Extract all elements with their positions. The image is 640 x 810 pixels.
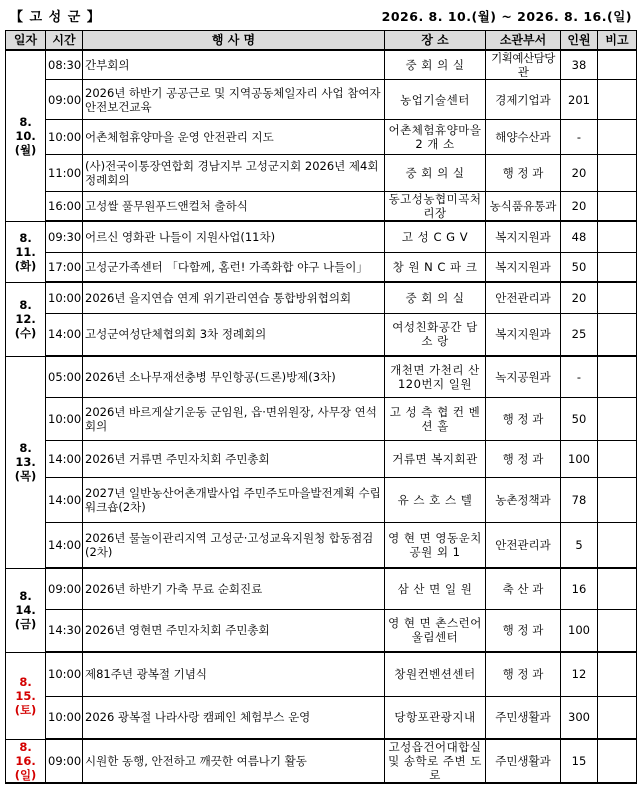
- note-cell: [598, 313, 637, 356]
- table-row: [6, 221, 637, 252]
- note-cell: [598, 696, 637, 739]
- event-cell: 고성군가족센터 「다함께, 홈런! 가족화합 야구 나들이」: [83, 252, 385, 282]
- event-cell: (사)전국이통장연합회 경남지부 고성군지회 2026년 제4회 정례회의: [83, 155, 385, 192]
- department-cell: 복지지원과: [486, 221, 561, 252]
- time-cell: 09:30: [46, 221, 83, 252]
- table-row: [6, 739, 637, 783]
- column-header-place: 장 소: [385, 31, 486, 51]
- time-cell: 17:00: [46, 252, 83, 282]
- note-cell: [598, 609, 637, 652]
- department-cell: 행 정 과: [486, 155, 561, 192]
- count-cell: 5: [561, 522, 598, 568]
- column-header-note: 비고: [598, 31, 637, 51]
- date-label: 8. 10.: [15, 114, 36, 143]
- weekday-label: (토): [14, 702, 37, 717]
- table-row: [6, 568, 637, 609]
- event-cell: 시원한 동행, 안전하고 깨끗한 여름나기 활동: [83, 739, 385, 783]
- department-cell: 농촌정책과: [486, 477, 561, 522]
- time-cell: 09:00: [46, 739, 83, 783]
- note-cell: [598, 440, 637, 477]
- weekday-label: (수): [14, 326, 37, 340]
- place-cell: 삼 산 면 일 원: [385, 568, 486, 609]
- place-cell: 당항포관광지내: [385, 696, 486, 739]
- time-cell: 14:00: [46, 440, 83, 477]
- time-cell: 10:00: [46, 282, 83, 313]
- department-cell: 해양수산과: [486, 120, 561, 155]
- event-cell: 2026년 바르게살기운동 군임원, 읍·면위원장, 사무장 연석회의: [83, 397, 385, 440]
- table-row: [6, 313, 637, 356]
- place-cell: 창 원 N C 파 크: [385, 252, 486, 282]
- event-cell: 고성쌀 풀무원푸드앤컬처 출하식: [83, 192, 385, 222]
- date-cell: [6, 356, 46, 568]
- note-cell: [598, 50, 637, 80]
- place-cell: 고 성 C G V: [385, 221, 486, 252]
- column-header-department: 소관부서: [486, 31, 561, 51]
- department-cell: 기획예산담당관: [486, 50, 561, 80]
- time-cell: 11:00: [46, 155, 83, 192]
- department-cell: 안전관리과: [486, 282, 561, 313]
- place-cell: 중 회 의 실: [385, 50, 486, 80]
- count-cell: 100: [561, 609, 598, 652]
- table-row: [6, 477, 637, 522]
- page-title: 【 고 성 군 】: [10, 10, 101, 25]
- count-cell: 20: [561, 155, 598, 192]
- count-cell: 20: [561, 282, 598, 313]
- count-cell: 48: [561, 221, 598, 252]
- department-cell: 녹지공원과: [486, 356, 561, 397]
- event-cell: 2026년 소나무재선충병 무인항공(드론)방제(3차): [83, 356, 385, 397]
- date-label: 8. 11.: [15, 230, 36, 259]
- column-header-time: 시간: [46, 31, 83, 51]
- event-cell: 2026년 을지연습 연계 위기관리연습 통합방위협의회: [83, 282, 385, 313]
- count-cell: 201: [561, 80, 598, 120]
- date-cell: [6, 50, 46, 221]
- department-cell: 주민생활과: [486, 696, 561, 739]
- place-cell: 유 스 호 스 텔: [385, 477, 486, 522]
- note-cell: [598, 652, 637, 696]
- time-cell: 14:00: [46, 522, 83, 568]
- department-cell: 복지지원과: [486, 252, 561, 282]
- note-cell: [598, 356, 637, 397]
- table-row: [6, 120, 637, 155]
- event-cell: 2026년 물놀이관리지역 고성군·고성교육지원청 합동점검(2차): [83, 522, 385, 568]
- time-cell: 10:00: [46, 397, 83, 440]
- time-cell: 14:30: [46, 609, 83, 652]
- note-cell: [598, 120, 637, 155]
- place-cell: 고 성 측 협 컨 벤 션 홀: [385, 397, 486, 440]
- time-cell: 10:00: [46, 652, 83, 696]
- schedule-period: 2026. 8. 10.(월) ~ 2026. 8. 16.(일): [381, 9, 632, 24]
- note-cell: [598, 282, 637, 313]
- weekday-label: (일): [14, 767, 37, 782]
- date-cell: [6, 568, 46, 652]
- table-row: [6, 282, 637, 313]
- weekday-label: (화): [14, 258, 37, 273]
- note-cell: [598, 252, 637, 282]
- count-cell: -: [561, 356, 598, 397]
- department-cell: 안전관리과: [486, 522, 561, 568]
- count-cell: 25: [561, 313, 598, 356]
- date-cell: [6, 221, 46, 282]
- department-cell: 행 정 과: [486, 397, 561, 440]
- time-cell: 09:00: [46, 80, 83, 120]
- note-cell: [598, 155, 637, 192]
- table-row: [6, 356, 637, 397]
- count-cell: 50: [561, 397, 598, 440]
- date-cell: [6, 652, 46, 739]
- header-bar: [0, 0, 640, 30]
- time-cell: 09:00: [46, 568, 83, 609]
- count-cell: 16: [561, 568, 598, 609]
- note-cell: [598, 221, 637, 252]
- department-cell: 축 산 과: [486, 568, 561, 609]
- event-cell: 2026 광복절 나라사랑 캠페인 체험부스 운영: [83, 696, 385, 739]
- table-row: [6, 252, 637, 282]
- count-cell: -: [561, 120, 598, 155]
- column-header-count: 인원: [561, 31, 598, 51]
- event-cell: 2026년 하반기 가축 무료 순회진료: [83, 568, 385, 609]
- count-cell: 20: [561, 192, 598, 222]
- count-cell: 100: [561, 440, 598, 477]
- department-cell: 경제기업과: [486, 80, 561, 120]
- note-cell: [598, 397, 637, 440]
- place-cell: 개천면 가천리 산120번지 일원: [385, 356, 486, 397]
- event-cell: 어르신 영화관 나들이 지원사업(11차): [83, 221, 385, 252]
- place-cell: 농업기술센터: [385, 80, 486, 120]
- count-cell: 15: [561, 739, 598, 783]
- column-header-date: 일자: [6, 31, 46, 51]
- weekday-label: (금): [14, 617, 37, 631]
- place-cell: 동고성농협미곡처리장: [385, 192, 486, 222]
- count-cell: 78: [561, 477, 598, 522]
- place-cell: 고성읍건어대합실 및 송학로 주변 도로: [385, 739, 486, 783]
- event-cell: 2026년 하반기 공공근로 및 지역공동체일자리 사업 참여자 안전보건교육: [83, 80, 385, 120]
- event-cell: 간부회의: [83, 50, 385, 80]
- place-cell: 거류면 복지회관: [385, 440, 486, 477]
- note-cell: [598, 192, 637, 222]
- date-label: 8. 15.: [15, 674, 36, 703]
- event-cell: 2026년 거류면 주민자치회 주민총회: [83, 440, 385, 477]
- time-cell: 16:00: [46, 192, 83, 222]
- count-cell: 38: [561, 50, 598, 80]
- table-row: [6, 652, 637, 696]
- table-row: [6, 522, 637, 568]
- date-cell: [6, 739, 46, 783]
- department-cell: 주민생활과: [486, 739, 561, 783]
- department-cell: 복지지원과: [486, 313, 561, 356]
- time-cell: 08:30: [46, 50, 83, 80]
- event-cell: 고성군여성단체협의회 3차 정례회의: [83, 313, 385, 356]
- department-cell: 농식품유통과: [486, 192, 561, 222]
- note-cell: [598, 80, 637, 120]
- event-cell: 2026년 영현면 주민자치회 주민총회: [83, 609, 385, 652]
- note-cell: [598, 739, 637, 783]
- time-cell: 05:00: [46, 356, 83, 397]
- department-cell: 행 정 과: [486, 652, 561, 696]
- event-cell: 어촌체험휴양마을 운영 안전관리 지도: [83, 120, 385, 155]
- department-cell: 행 정 과: [486, 440, 561, 477]
- table-header-row: [6, 31, 637, 51]
- table-row: [6, 440, 637, 477]
- date-label: 8. 12.: [15, 298, 36, 326]
- place-cell: 영 현 면 촌스런어울림센터: [385, 609, 486, 652]
- table-row: [6, 50, 637, 80]
- department-cell: 행 정 과: [486, 609, 561, 652]
- date-label: 8. 16.: [15, 739, 36, 768]
- time-cell: 14:00: [46, 313, 83, 356]
- time-cell: 10:00: [46, 120, 83, 155]
- place-cell: 중 회 의 실: [385, 282, 486, 313]
- date-cell: [6, 282, 46, 356]
- count-cell: 12: [561, 652, 598, 696]
- column-header-event: 행 사 명: [83, 31, 385, 51]
- schedule-table: [5, 30, 637, 784]
- table-row: [6, 192, 637, 222]
- table-row: [6, 80, 637, 120]
- weekday-label: (월): [14, 142, 37, 157]
- note-cell: [598, 568, 637, 609]
- date-label: 8. 14.: [15, 589, 36, 617]
- event-cell: 2027년 일반농산어촌개발사업 주민주도마을발전계획 수립 워크숍(2차): [83, 477, 385, 522]
- table-row: [6, 696, 637, 739]
- event-cell: 제81주년 광복절 기념식: [83, 652, 385, 696]
- date-label: 8. 13.: [15, 441, 36, 469]
- place-cell: 영 현 면 영동운치공원 외 1: [385, 522, 486, 568]
- place-cell: 여성친화공간 담 소 랑: [385, 313, 486, 356]
- weekday-label: (목): [14, 469, 37, 483]
- table-row: [6, 609, 637, 652]
- place-cell: 중 회 의 실: [385, 155, 486, 192]
- note-cell: [598, 522, 637, 568]
- table-row: [6, 155, 637, 192]
- time-cell: 10:00: [46, 696, 83, 739]
- note-cell: [598, 477, 637, 522]
- count-cell: 50: [561, 252, 598, 282]
- place-cell: 창원컨벤션센터: [385, 652, 486, 696]
- place-cell: 어촌체험휴양마을 2 개 소: [385, 120, 486, 155]
- count-cell: 300: [561, 696, 598, 739]
- schedule-body: [6, 50, 637, 783]
- table-row: [6, 397, 637, 440]
- time-cell: 14:00: [46, 477, 83, 522]
